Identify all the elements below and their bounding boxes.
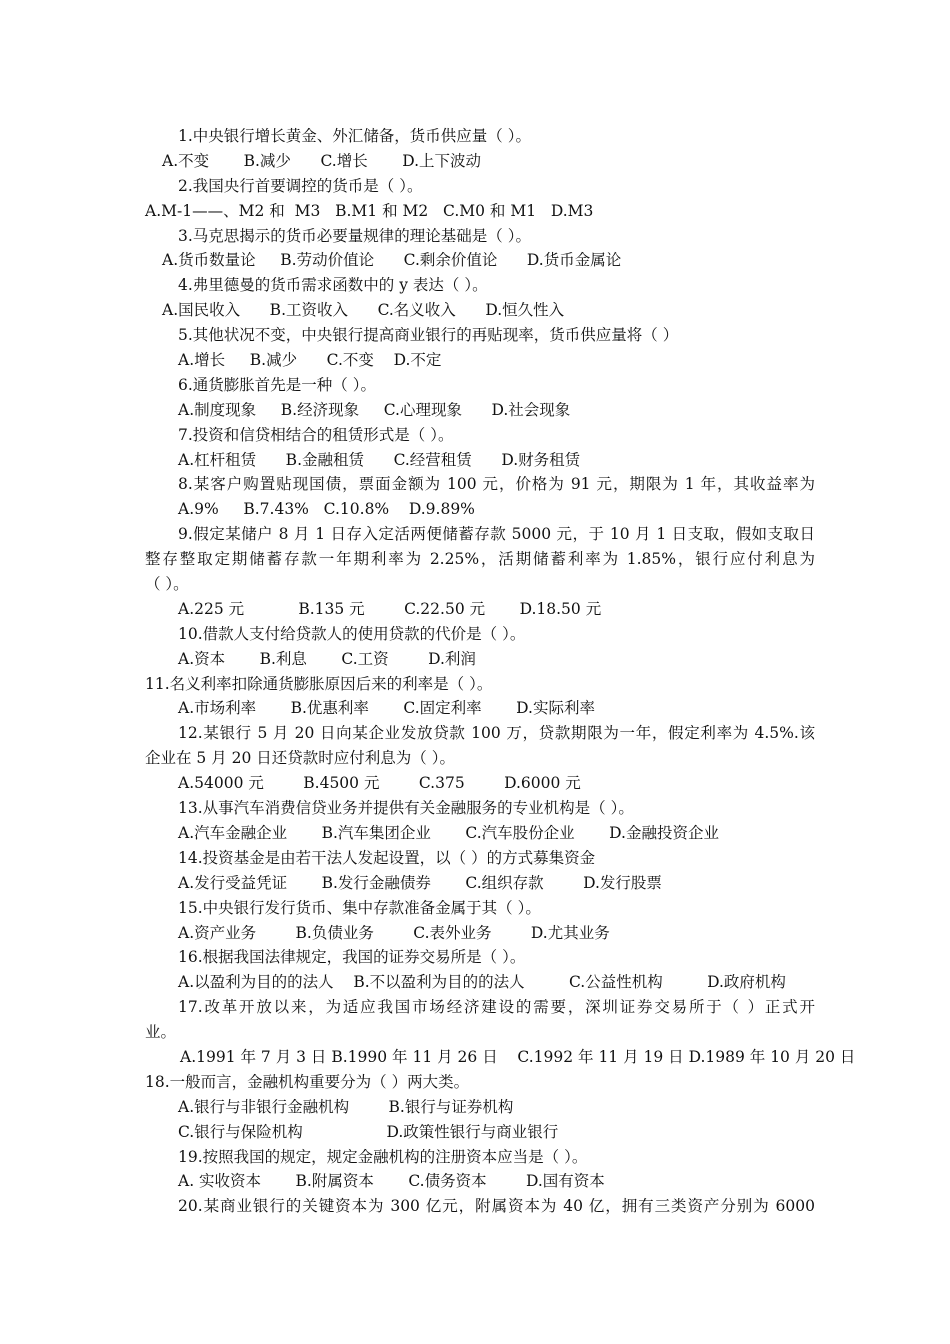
text-line: 13.从事汽车消费信贷业务并提供有关金融服务的专业机构是（ ）。 [178,799,634,818]
text-line: 整存整取定期储蓄存款一年期利率为 2.25%，活期储蓄利率为 1.85%，银行应付利息为 [145,550,815,569]
text-line: 企业在 5 月 20 日还贷款时应付利息为（ ）。 [145,749,455,768]
text-line: 11.名义利率扣除通货膨胀原因后来的利率是（ ）。 [145,674,493,693]
text-line: 14.投资基金是由若干法人发起设置，以（ ）的方式募集资金 [178,848,596,867]
text-line: A.银行与非银行金融机构 B.银行与证券机构 [178,1097,514,1116]
text-line: 15.中央银行发行货币、集中存款准备金属于其（ ）。 [178,898,541,917]
text-line: A. 实收资本 B.附属资本 C.债务资本 D.国有资本 [178,1172,605,1191]
text-line: 9.假定某储户 8 月 1 日存入定活两便储蓄存款 5000 元，于 10 月 1 日支取，假如支取日 [178,525,815,544]
text-line: 业。 [145,1023,177,1042]
text-line: A.资本 B.利息 C.工资 D.利润 [178,649,476,668]
text-line: A.M-1——、M2 和 M3 B.M1 和 M2 C.M0 和 M1 D.M3 [145,201,594,220]
text-line: 6.通货膨胀首先是一种（ ）。 [178,375,376,394]
document-body [145,124,856,1219]
text-line: （ ）。 [145,575,189,594]
text-line: C.银行与保险机构 D.政策性银行与商业银行 [178,1122,559,1141]
text-line: 1.中央银行增长黄金、外汇储备，货币供应量（ ）。 [178,127,531,145]
text-line: 5.其他状况不变，中央银行提高商业银行的再贴现率，货币供应量将（ ） [178,326,679,345]
text-line: 17.改革开放以来，为适应我国市场经济建设的需要，深圳证券交易所于（ ）正式开 [178,998,815,1017]
text-line: 19.按照我国的规定，规定金融机构的注册资本应当是（ ）。 [178,1147,588,1166]
text-line: 8.某客户购置贴现国债，票面金额为 100 元，价格为 91 元，期限为 1 年，其收益率为 [178,475,815,494]
text-line: 2.我国央行首要调控的货币是（ ）。 [178,176,423,195]
text-line: 4.弗里德曼的货币需求函数中的 y 表达（ ）。 [178,276,488,295]
text-line: A.市场利率 B.优惠利率 C.固定利率 D.实际利率 [178,699,595,718]
text-line: A.1991 年 7 月 3 日 B.1990 年 11 月 26 日 C.1992 年 11 月 19 日 D.1989 年 10 月 20 日 [180,1047,856,1066]
text-line: A.国民收入 B.工资收入 C.名义收入 D.恒久性入 [162,301,565,320]
text-line: A.225 元 B.135 元 C.22.50 元 D.18.50 元 [178,599,602,618]
text-line: A.54000 元 B.4500 元 C.375 D.6000 元 [178,774,581,793]
text-line: A.发行受益凭证 B.发行金融债券 C.组织存款 D.发行股票 [178,873,662,892]
text-line: A.货币数量论 B.劳动价值论 C.剩余价值论 D.货币金属论 [162,251,622,270]
text-line: 20.某商业银行的关键资本为 300 亿元，附属资本为 40 亿，拥有三类资产分别为 6000 [178,1197,815,1216]
text-line: A.杠杆租赁 B.金融租赁 C.经营租赁 D.财务租赁 [178,450,581,469]
text-line: 3.马克思揭示的货币必要量规律的理论基础是（ ）。 [178,226,531,245]
text-line: 16.根据我国法律规定，我国的证券交易所是（ ）。 [178,948,526,967]
text-line: A.9% B.7.43% C.10.8% D.9.89% [178,500,475,519]
text-line: 12.某银行 5 月 20 日向某企业发放贷款 100 万，贷款期限为一年，假定利率为 4.5%.该 [178,724,815,743]
text-line: A.资产业务 B.负债业务 C.表外业务 D.尤其业务 [178,923,610,942]
text-line: A.以盈利为目的的法人 B.不以盈利为目的的法人 C.公益性机构 D.政府机构 [178,973,786,992]
text-line: A.汽车金融企业 B.汽车集团企业 C.汽车股份企业 D.金融投资企业 [178,823,719,842]
text-line: 7.投资和信贷相结合的租赁形式是（ ）。 [178,425,454,444]
text-line: A.增长 B.减少 C.不变 D.不定 [178,351,442,370]
text-line: 18.一般而言，金融机构重要分为（ ）两大类。 [145,1072,470,1091]
text-line: 10.借款人支付给贷款人的使用贷款的代价是（ ）。 [178,624,526,643]
text-line: A.不变 B.减少 C.增长 D.上下波动 [162,151,482,170]
text-line: A.制度现象 B.经济现象 C.心理现象 D.社会现象 [178,400,571,419]
